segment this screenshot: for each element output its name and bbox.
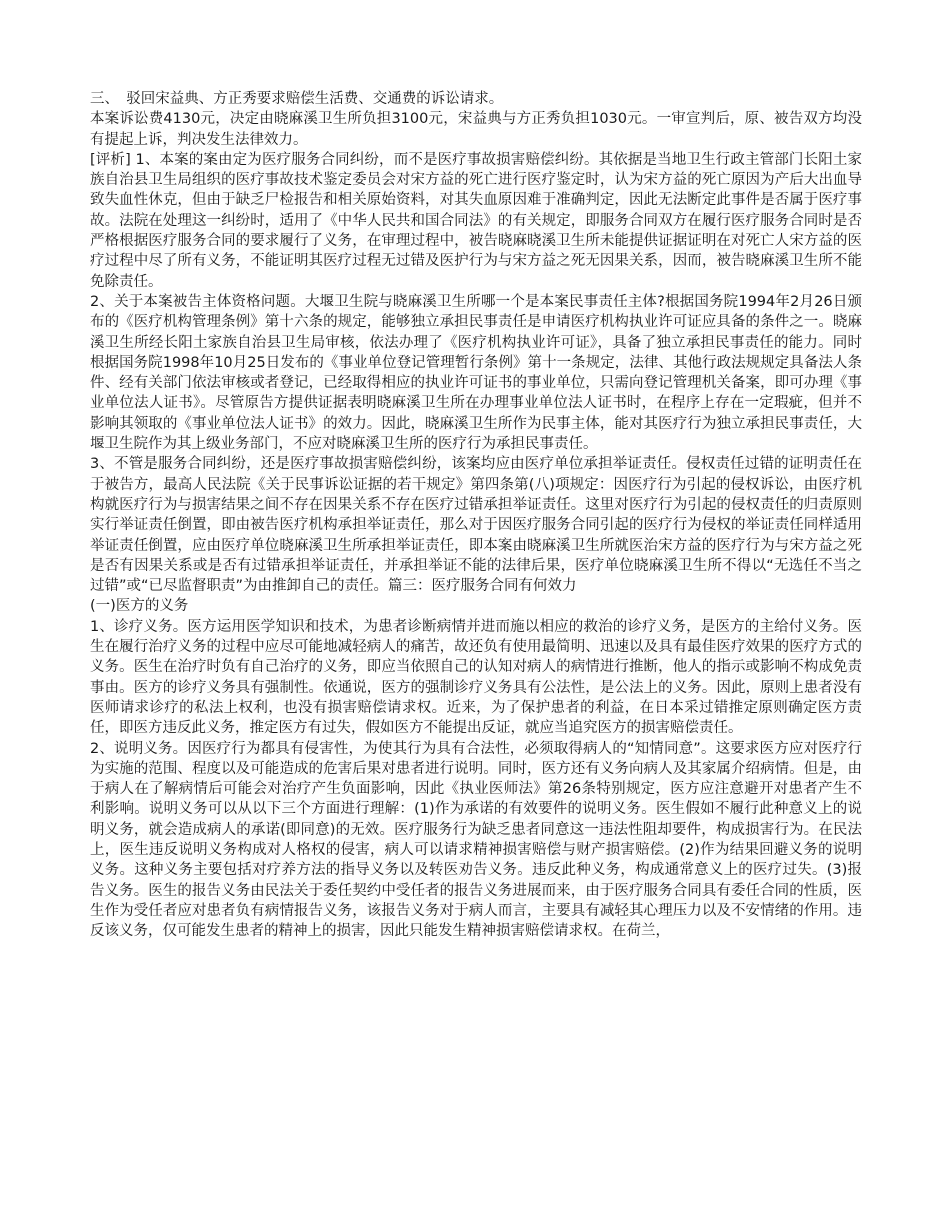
paragraph-analysis-2: 2、关于本案被告主体资格问题。大堰卫生院与晓麻溪卫生所哪一个是本案民事责任主体?根据国务院1994年2月26日颁布的《医疗机构管理条例》第十六条的规定，能够独立承担民事责任是申请医疗机构执业许可证应具备的条件之一。晓麻溪卫生所经长阳土家族自治县卫生局审核，依法办理了《医疗机构执业许可证》，具备了独立承担民事责任的能力。同时根据国务院1998年10月25日发布的《事业单位登记管理暂行条例》第十一条规定，法律、其他行政法规规定具备法人条件、经有关部门依法审核或者登记，已经取得相应的执业许可证书的事业单位，只需向登记管理机关备案，即可办理《事业单位法人证书》。尽管原告方提供证据表明晓麻溪卫生所在办理事业单位法人证书时，在程序上存在一定瑕疵，但并不影响其领取的《事业单位法人证书》的效力。因此，晓麻溪卫生所作为民事主体，能对其医疗行为独立承担民事责任，大堰卫生院作为其上级业务部门，不应对晓麻溪卫生所的医疗行为承担民事责任。 xyxy=(90,293,862,453)
document-body xyxy=(90,89,862,941)
paragraph-litigation-fee: 本案诉讼费4130元，决定由晓麻溪卫生所负担3100元，宋益典与方正秀负担1030元。一审宣判后，原、被告双方均没有提起上诉，判决发生法律效力。 xyxy=(90,111,862,148)
paragraph-explanation-obligation: 2、说明义务。因医疗行为都具有侵害性，为使其行为具有合法性，必须取得病人的“知情同意”。这要求医方应对医疗行为实施的范围、程度以及可能造成的危害后果对患者进行说明。同时，医方还有义务向病人及其家属介绍病情。但是，由于病人在了解病情后可能会对治疗产生负面影响，因此《执业医师法》第26条特别规定，医方应注意避开对患者产生不利影响。说明义务可以从以下三个方面进行理解：(1)作为承诺的有效要件的说明义务。医生假如不履行此种意义上的说明义务，就会造成病人的承诺(即同意)的无效。医疗服务行为缺乏患者同意这一违法性阻却要件，构成损害行为。在民法上，医生违反说明义务构成对人格权的侵害，病人可以请求精神损害赔偿与财产损害赔偿。(2)作为结果回避义务的说明义务。这种义务主要包括对疗养方法的指导义务以及转医劝告义务。违反此种义务，构成通常意义上的医疗过失。(3)报告义务。医生的报告义务由民法关于委任契约中受任者的报告义务进展而来，由于医疗服务合同具有委任合同的性质，医生作为受任者应对患者负有病情报告义务，该报告义务对于病人而言，主要具有减轻其心理压力以及不安情绪的作用。违反该义务，仅可能发生患者的精神上的损害，因此只能发生精神损害赔偿请求权。在荷兰， xyxy=(90,740,862,940)
paragraph-analysis-3: 3、不管是服务合同纠纷，还是医疗事故损害赔偿纠纷，该案均应由医疗单位承担举证责任。侵权责任过错的证明责任在于被告方，最高人民法院《关于民事诉讼证据的若干规定》第四条第(八)项规定：因医疗行为引起的侵权诉讼，由医疗机构就医疗行为与损害结果之间不存在因果关系不存在医疗过错承担举证责任。这里对医疗行为引起的侵权责任的归责原则实行举证责任倒置，即由被告医疗机构承担举证责任，那么对于因医疗服务合同引起的医疗行为侵权的举证责任同样适用举证责任倒置，应由医疗单位晓麻溪卫生所承担举证责任，即本案由晓麻溪卫生所就医治宋方益的医疗行为与宋方益之死是否有因果关系或是否有过错承担举证责任，并承担举证不能的法律后果，医疗单位晓麻溪卫生所不得以“无选任不当之过错”或“已尽监督职责”为由推卸自己的责任。篇三：医疗服务合同有何效力 xyxy=(90,456,862,595)
section-heading-doctor-obligations: (一)医方的义务 xyxy=(90,598,189,615)
paragraph-treatment-obligation: 1、诊疗义务。医方运用医学知识和技术，为患者诊断病情并进而施以相应的救治的诊疗义务，是医方的主给付义务。医生在履行治疗义务的过程中应尽可能地减轻病人的痛苦，故还负有使用最简明、迅速以及具有最佳医疗效果的医疗方式的义务。医生在治疗时负有自己治疗的义务，即应当依照自己的认知对病人的病情进行推断，他人的指示或影响不构成免责事由。医方的诊疗义务具有强制性。依通说，医方的强制诊疗义务具有公法性，是公法上的义务。因此，原则上患者没有医师请求诊疗的私法上权利，也没有损害赔偿请求权。近来，为了保护患者的利益，在日本采过错推定原则确定医方责任，即医方违反此义务，推定医方有过失，假如医方不能提出反证，就应当追究医方的损害赔偿责任。 xyxy=(90,618,862,737)
paragraph-analysis-1: [评析] 1、本案的案由定为医疗服务合同纠纷，而不是医疗事故损害赔偿纠纷。其依据是当地卫生行政主管部门长阳土家族自治县卫生局组织的医疗事故技术鉴定委员会对宋方益的死亡进行医疗鉴定时，认为宋方益的死亡原因为产后大出血导致失血性休克，但由于缺乏尸检报告和相关原始资料，对其失血原因难于准确判定，因此无法断定此事件是否属于医疗事故。法院在处理这一纠纷时，适用了《中华人民共和国合同法》的有关规定，即服务合同双方在履行医疗服务合同时是否严格根据医疗服务合同的要求履行了义务，在审理过程中，被告晓麻晓溪卫生所未能提供证据证明在对死亡人宋方益的医疗过程中尽了所有义务，不能证明其医疗过程无过错及医护行为与宋方益之死无因果关系，因而，被告晓麻溪卫生所不能免除责任。 xyxy=(90,151,862,290)
paragraph-judgment-item-3: 三、 驳回宋益典、方正秀要求赔偿生活费、交通费的诉讼请求。 xyxy=(90,91,504,107)
